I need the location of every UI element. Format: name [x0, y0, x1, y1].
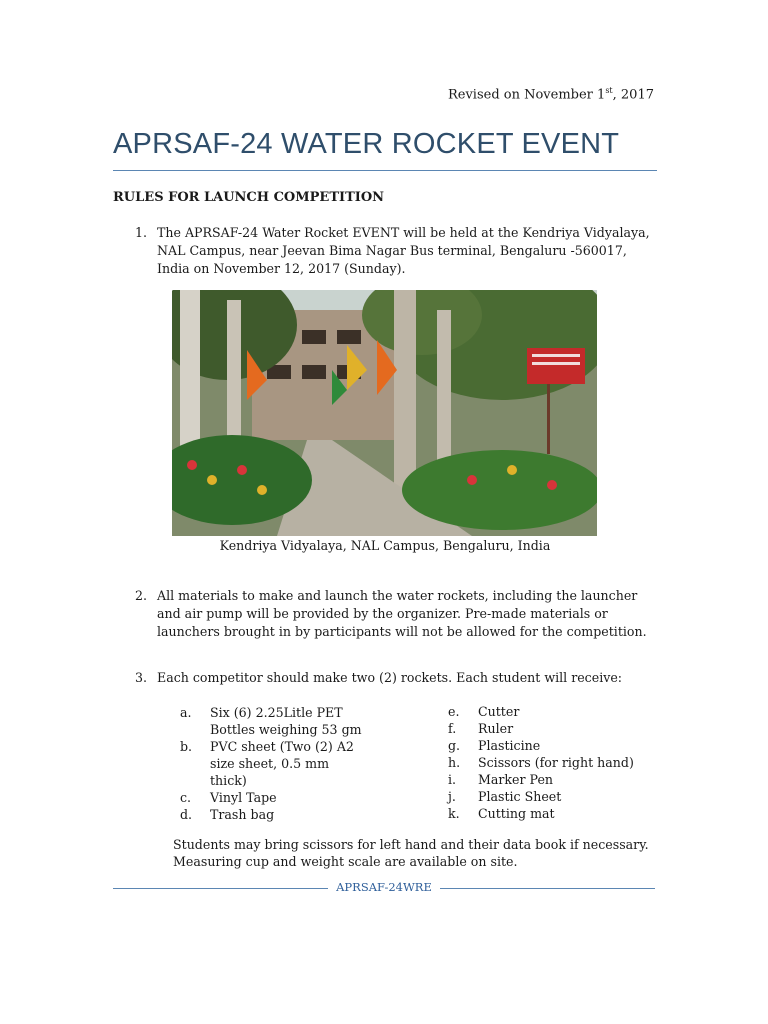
rule-item-3 [135, 669, 655, 687]
rule-text: The APRSAF-24 Water Rocket EVENT will be held at the Kendriya Vidyalaya, NAL Campus, near Jeevan Bima Nagar Bus terminal, Bengaluru -560017, India on November 12, 2017 (Sunday). [157, 225, 650, 276]
footer-label: APRSAF-24WRE [336, 880, 432, 894]
rule-number: 1. [135, 225, 148, 240]
rule-number: 3. [135, 670, 148, 685]
list-item: d. Trash bag [180, 807, 275, 822]
list-item: h. Scissors (for right hand) [448, 755, 634, 770]
list-item: g. Plasticine [448, 738, 541, 753]
footer-divider-right [440, 888, 655, 889]
list-item: j. Plastic Sheet [448, 789, 562, 804]
list-item: e. Cutter [448, 704, 520, 719]
rule-item-2 [135, 587, 655, 641]
title-divider [113, 170, 657, 171]
document-title: APRSAF-24 WATER ROCKET EVENT [113, 128, 620, 160]
rule-item-1 [135, 224, 655, 278]
materials-list-right [448, 703, 638, 822]
section-heading: RULES FOR LAUNCH COMPETITION [113, 190, 385, 205]
rule-text: All materials to make and launch the water rockets, including the launcher and air pump will be provided by the organizer. Pre-made materials or launchers brought in by participants will not be allowed for the competition. [157, 588, 647, 639]
note-paragraph: Students may bring scissors for left hand and their data book if necessary. Measuring cup and weight scale are available on site. [173, 837, 649, 869]
photo-caption: Kendriya Vidyalaya, NAL Campus, Bengaluru, India [219, 538, 551, 553]
list-item: f. Ruler [448, 721, 514, 736]
list-item: i. Marker Pen [448, 772, 554, 787]
materials-list-left [180, 704, 365, 823]
venue-photo [172, 290, 597, 536]
rule-text: Each competitor should make two (2) rockets. Each student will receive: [157, 670, 623, 685]
list-item: a. Six (6) 2.25Litle PET Bottles weighing 53 gm [180, 705, 362, 737]
list-item: b. PVC sheet (Two (2) A2 size sheet, 0.5 mm thick) [180, 739, 354, 788]
list-item: c. Vinyl Tape [180, 790, 277, 805]
revision-date: Revised on November 1st, 2017 [447, 86, 654, 103]
rule-number: 2. [135, 588, 148, 603]
list-item: k. Cutting mat [448, 806, 555, 821]
